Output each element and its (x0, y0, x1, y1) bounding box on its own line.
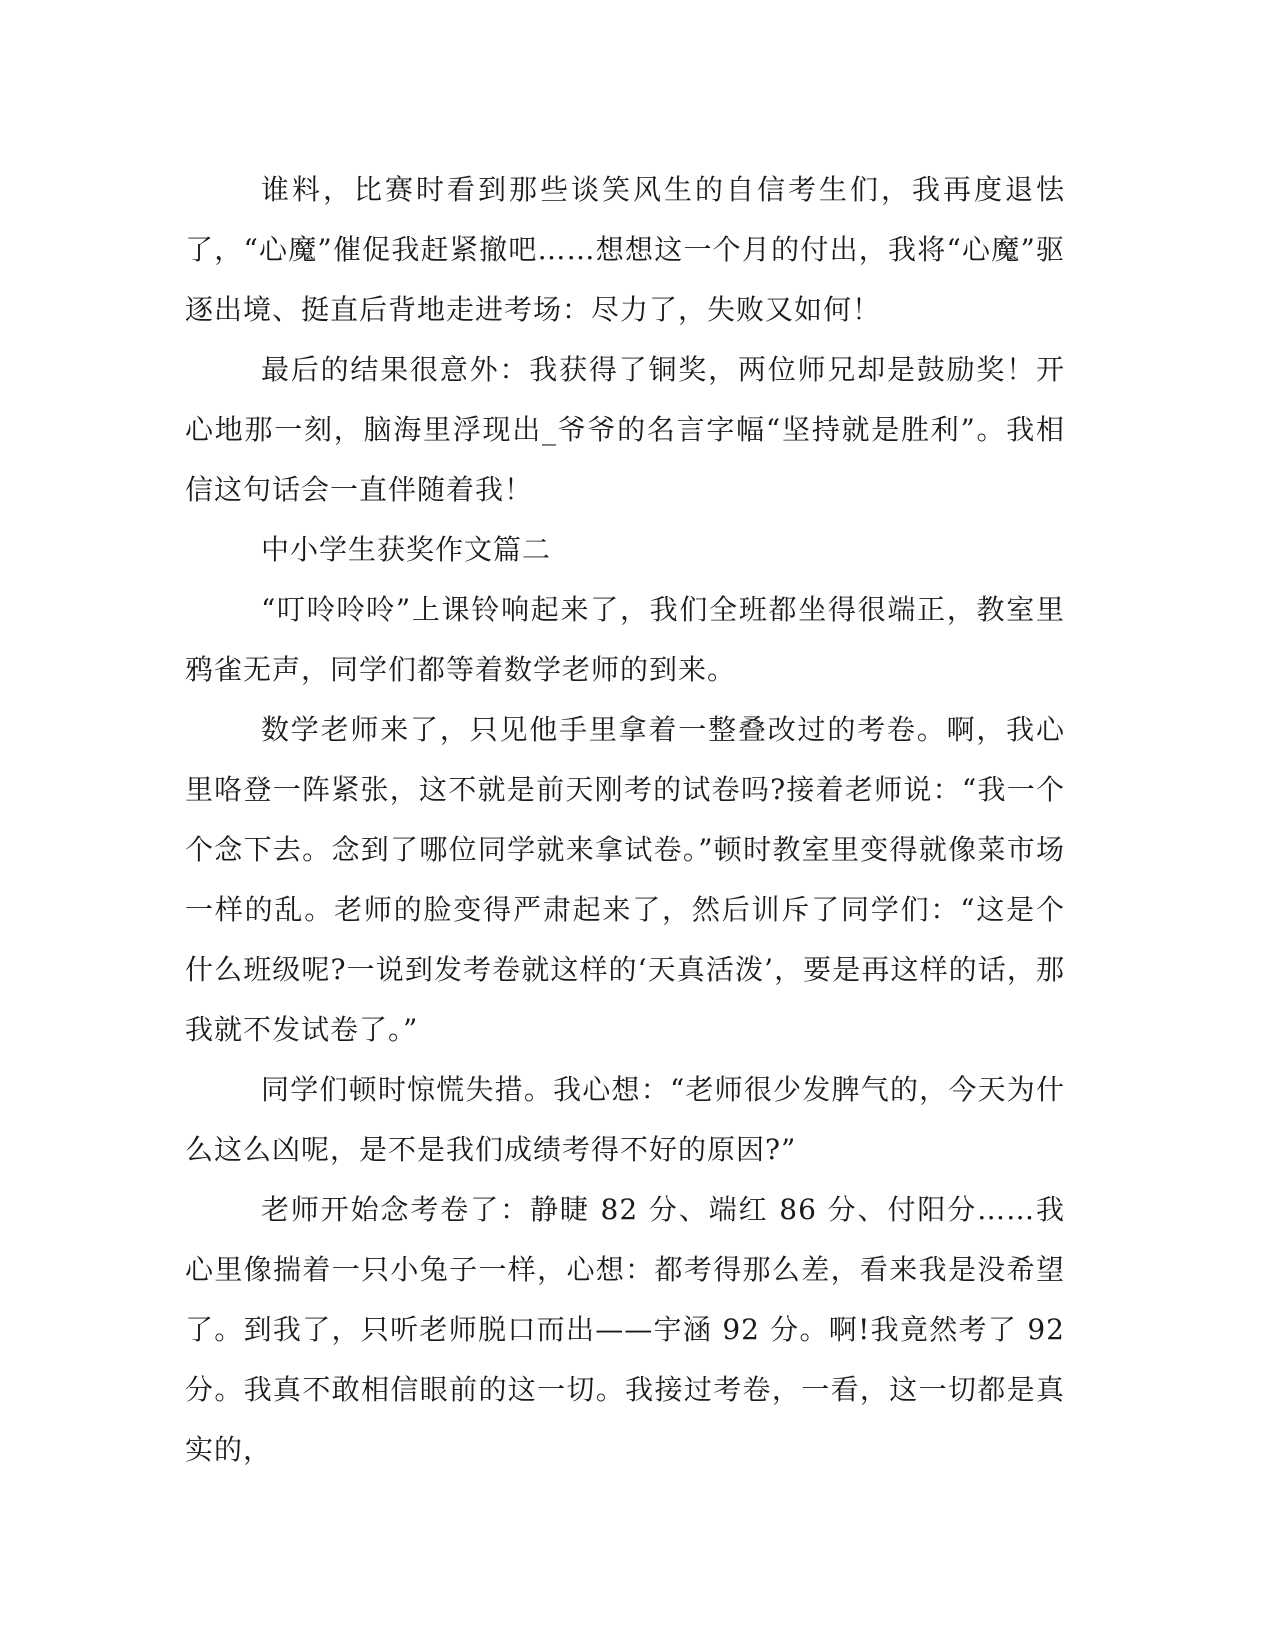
document-body (185, 160, 1065, 1480)
section-heading: 中小学生获奖作文篇二 (261, 533, 552, 566)
paragraph: 最后的结果很意外：我获得了铜奖，两位师兄却是鼓励奖！开心地那一刻，脑海里浮现出_爷爷的名言字幅“坚持就是胜利”。我相信这句话会一直伴随着我！ (185, 353, 1065, 506)
paragraph: 老师开始念考卷了：静睫 82 分、端红 86 分、付阳分……我心里像揣着一只小兔子一样，心想：都考得那么差，看来我是没希望了。到我了，只听老师脱口而出——宇涵 92 分。啊!我竟然考了 92 分。我真不敢相信眼前的这一切。我接过考卷，一看，这一切都是真实的， (185, 1193, 1065, 1466)
paragraph: 同学们顿时惊慌失措。我心想：“老师很少发脾气的，今天为什么这么凶呢，是不是我们成绩考得不好的原因?” (185, 1073, 1065, 1166)
paragraph: 谁料，比赛时看到那些谈笑风生的自信考生们，我再度退怯了，“心魔”催促我赶紧撤吧……想想这一个月的付出，我将“心魔”驱逐出境、挺直后背地走进考场：尽力了，失败又如何！ (185, 173, 1065, 326)
paragraph: 数学老师来了，只见他手里拿着一整叠改过的考卷。啊，我心里咯登一阵紧张，这不就是前天刚考的试卷吗?接着老师说：“我一个个念下去。念到了哪位同学就来拿试卷。”顿时教室里变得就像菜市场一样的乱。老师的脸变得严肃起来了，然后训斥了同学们：“这是个什么班级呢?一说到发考卷就这样的‘天真活泼’，要是再这样的话，那我就不发试卷了。” (185, 713, 1065, 1046)
paragraph: “叮呤呤呤”上课铃响起来了，我们全班都坐得很端正，教室里鸦雀无声，同学们都等着数学老师的到来。 (185, 593, 1065, 686)
